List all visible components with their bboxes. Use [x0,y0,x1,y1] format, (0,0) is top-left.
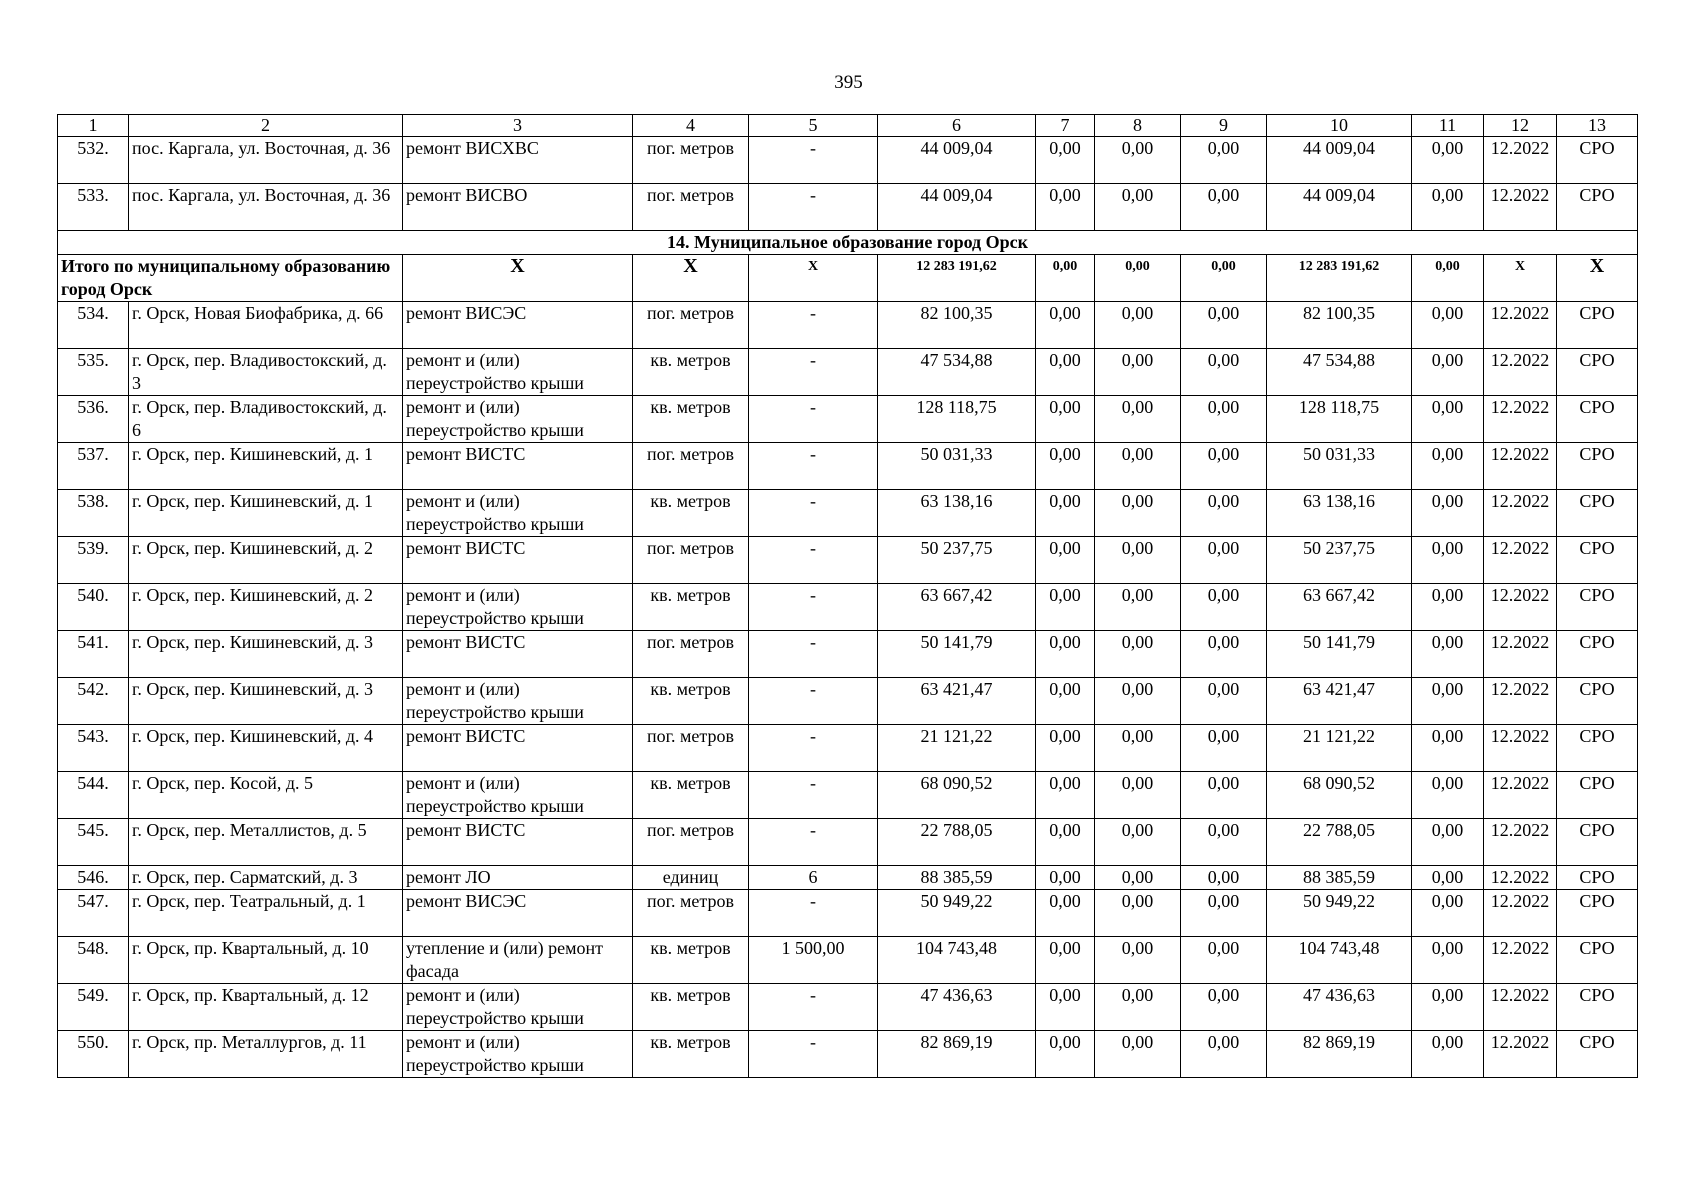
deadline-cell: 12.2022 [1484,866,1557,890]
address-cell: г. Орск, пер. Владивостокский, д. 3 [129,349,403,396]
unit-cell: пог. метров [633,137,749,184]
value-cell: 0,00 [1036,772,1095,819]
value-cell: 0,00 [1412,819,1484,866]
method-cell: СРО [1557,678,1638,725]
value-cell: 104 743,48 [1267,937,1412,984]
quantity-cell: 1 500,00 [749,937,878,984]
value-cell: 0,00 [1181,819,1267,866]
section-title-row [58,231,1638,255]
table-row [58,537,1638,584]
table-row [58,443,1638,490]
total-value: 0,00 [1095,255,1181,302]
table-row [58,302,1638,349]
value-cell: 0,00 [1036,184,1095,231]
deadline-cell: 12.2022 [1484,584,1557,631]
value-cell: 0,00 [1412,937,1484,984]
row-number: 539. [58,537,129,584]
value-cell: 0,00 [1412,349,1484,396]
address-cell: г. Орск, пер. Театральный, д. 1 [129,890,403,937]
value-cell: 0,00 [1095,631,1181,678]
work-type-cell: ремонт ВИСЭС [403,890,633,937]
value-cell: 0,00 [1412,772,1484,819]
table-row [58,678,1638,725]
quantity-cell: - [749,137,878,184]
unit-cell: кв. метров [633,396,749,443]
quantity-cell: - [749,490,878,537]
table-row [58,866,1638,890]
row-number: 534. [58,302,129,349]
cost-cell: 47 436,63 [878,984,1036,1031]
address-cell: г. Орск, пер. Кишиневский, д. 3 [129,631,403,678]
work-type-cell: ремонт и (или) переустройство крыши [403,490,633,537]
quantity-cell: - [749,443,878,490]
value-cell: 0,00 [1036,537,1095,584]
deadline-cell: 12.2022 [1484,1031,1557,1078]
work-type-cell: ремонт и (или) переустройство крыши [403,772,633,819]
value-cell: 50 949,22 [1267,890,1412,937]
value-cell: 0,00 [1036,678,1095,725]
column-number-row [58,115,1638,137]
value-cell: 0,00 [1036,584,1095,631]
row-number: 541. [58,631,129,678]
table-row [58,490,1638,537]
value-cell: 0,00 [1412,137,1484,184]
deadline-cell: 12.2022 [1484,772,1557,819]
value-cell: 0,00 [1412,984,1484,1031]
column-number: 4 [633,115,749,137]
quantity-cell: - [749,396,878,443]
column-number: 9 [1181,115,1267,137]
column-number: 2 [129,115,403,137]
cost-cell: 22 788,05 [878,819,1036,866]
value-cell: 0,00 [1095,890,1181,937]
value-cell: 0,00 [1181,866,1267,890]
work-type-cell: ремонт и (или) переустройство крыши [403,1031,633,1078]
repair-program-table [57,114,1638,1078]
method-cell: СРО [1557,349,1638,396]
cost-cell: 63 138,16 [878,490,1036,537]
unit-cell: кв. метров [633,984,749,1031]
work-type-cell: ремонт и (или) переустройство крыши [403,984,633,1031]
work-type-cell: ремонт ВИСТС [403,819,633,866]
cost-cell: 50 237,75 [878,537,1036,584]
row-number: 545. [58,819,129,866]
value-cell: 88 385,59 [1267,866,1412,890]
value-cell: 0,00 [1095,396,1181,443]
deadline-cell: 12.2022 [1484,631,1557,678]
total-value: 0,00 [1412,255,1484,302]
value-cell: 0,00 [1036,443,1095,490]
value-cell: 22 788,05 [1267,819,1412,866]
table-row [58,584,1638,631]
value-cell: 0,00 [1095,302,1181,349]
cost-cell: 50 141,79 [878,631,1036,678]
value-cell: 0,00 [1181,302,1267,349]
method-cell: СРО [1557,443,1638,490]
value-cell: 0,00 [1036,302,1095,349]
quantity-cell: - [749,772,878,819]
unit-cell: пог. метров [633,631,749,678]
row-number: 532. [58,137,129,184]
table-row [58,396,1638,443]
value-cell: 0,00 [1181,349,1267,396]
work-type-cell: ремонт ВИСВО [403,184,633,231]
value-cell: 0,00 [1036,137,1095,184]
address-cell: г. Орск, пер. Металлистов, д. 5 [129,819,403,866]
unit-cell: единиц [633,866,749,890]
deadline-cell: 12.2022 [1484,396,1557,443]
unit-cell: пог. метров [633,819,749,866]
value-cell: 0,00 [1181,184,1267,231]
total-x: X [1557,255,1638,302]
value-cell: 0,00 [1181,725,1267,772]
deadline-cell: 12.2022 [1484,678,1557,725]
value-cell: 0,00 [1095,866,1181,890]
cost-cell: 104 743,48 [878,937,1036,984]
quantity-cell: - [749,349,878,396]
row-number: 550. [58,1031,129,1078]
total-x: X [633,255,749,302]
total-row [58,255,1638,302]
address-cell: г. Орск, пер. Кишиневский, д. 3 [129,678,403,725]
address-cell: г. Орск, пер. Кишиневский, д. 1 [129,443,403,490]
value-cell: 0,00 [1412,537,1484,584]
method-cell: СРО [1557,631,1638,678]
cost-cell: 47 534,88 [878,349,1036,396]
value-cell: 50 031,33 [1267,443,1412,490]
row-number: 535. [58,349,129,396]
unit-cell: кв. метров [633,678,749,725]
method-cell: СРО [1557,725,1638,772]
unit-cell: кв. метров [633,772,749,819]
deadline-cell: 12.2022 [1484,137,1557,184]
unit-cell: пог. метров [633,184,749,231]
value-cell: 0,00 [1036,937,1095,984]
work-type-cell: ремонт ВИСТС [403,537,633,584]
quantity-cell: - [749,725,878,772]
row-number: 540. [58,584,129,631]
table-row [58,984,1638,1031]
cost-cell: 128 118,75 [878,396,1036,443]
row-number: 536. [58,396,129,443]
value-cell: 0,00 [1095,984,1181,1031]
value-cell: 0,00 [1095,184,1181,231]
value-cell: 0,00 [1412,302,1484,349]
method-cell: СРО [1557,490,1638,537]
column-number: 13 [1557,115,1638,137]
method-cell: СРО [1557,584,1638,631]
value-cell: 0,00 [1412,866,1484,890]
value-cell: 0,00 [1412,678,1484,725]
method-cell: СРО [1557,1031,1638,1078]
value-cell: 0,00 [1412,631,1484,678]
unit-cell: пог. метров [633,890,749,937]
unit-cell: пог. метров [633,443,749,490]
deadline-cell: 12.2022 [1484,184,1557,231]
value-cell: 0,00 [1181,1031,1267,1078]
value-cell: 50 141,79 [1267,631,1412,678]
row-number: 533. [58,184,129,231]
value-cell: 0,00 [1095,443,1181,490]
address-cell: г. Орск, пер. Кишиневский, д. 2 [129,584,403,631]
value-cell: 0,00 [1412,443,1484,490]
deadline-cell: 12.2022 [1484,537,1557,584]
total-x: X [1484,255,1557,302]
value-cell: 0,00 [1095,819,1181,866]
row-number: 543. [58,725,129,772]
table-row [58,772,1638,819]
column-number: 11 [1412,115,1484,137]
unit-cell: кв. метров [633,349,749,396]
table-row [58,137,1638,184]
method-cell: СРО [1557,302,1638,349]
value-cell: 0,00 [1036,490,1095,537]
total-label: Итого по муниципальному образованию город Орск [58,255,403,302]
value-cell: 0,00 [1412,584,1484,631]
section-title: 14. Муниципальное образование город Орск [58,231,1638,255]
column-number: 12 [1484,115,1557,137]
value-cell: 0,00 [1181,537,1267,584]
method-cell: СРО [1557,772,1638,819]
value-cell: 0,00 [1095,537,1181,584]
value-cell: 0,00 [1412,725,1484,772]
value-cell: 68 090,52 [1267,772,1412,819]
value-cell: 0,00 [1036,349,1095,396]
value-cell: 44 009,04 [1267,137,1412,184]
row-number: 544. [58,772,129,819]
address-cell: г. Орск, пр. Квартальный, д. 10 [129,937,403,984]
value-cell: 63 138,16 [1267,490,1412,537]
address-cell: г. Орск, пер. Сарматский, д. 3 [129,866,403,890]
address-cell: г. Орск, Новая Биофабрика, д. 66 [129,302,403,349]
method-cell: СРО [1557,396,1638,443]
value-cell: 0,00 [1036,725,1095,772]
deadline-cell: 12.2022 [1484,490,1557,537]
table-row [58,184,1638,231]
work-type-cell: утепление и (или) ремонт фасада [403,937,633,984]
address-cell: г. Орск, пр. Квартальный, д. 12 [129,984,403,1031]
value-cell: 0,00 [1181,937,1267,984]
value-cell: 0,00 [1095,1031,1181,1078]
unit-cell: кв. метров [633,584,749,631]
method-cell: СРО [1557,819,1638,866]
table-row [58,819,1638,866]
value-cell: 0,00 [1412,490,1484,537]
work-type-cell: ремонт и (или) переустройство крыши [403,396,633,443]
value-cell: 0,00 [1412,184,1484,231]
work-type-cell: ремонт и (или) переустройство крыши [403,678,633,725]
row-number: 546. [58,866,129,890]
unit-cell: кв. метров [633,490,749,537]
method-cell: СРО [1557,137,1638,184]
column-number: 7 [1036,115,1095,137]
deadline-cell: 12.2022 [1484,725,1557,772]
row-number: 538. [58,490,129,537]
value-cell: 0,00 [1095,349,1181,396]
address-cell: г. Орск, пер. Кишиневский, д. 1 [129,490,403,537]
cost-cell: 44 009,04 [878,184,1036,231]
work-type-cell: ремонт ЛО [403,866,633,890]
value-cell: 0,00 [1095,678,1181,725]
address-cell: г. Орск, пер. Кишиневский, д. 2 [129,537,403,584]
cost-cell: 50 949,22 [878,890,1036,937]
value-cell: 0,00 [1181,396,1267,443]
total-value: 0,00 [1036,255,1095,302]
deadline-cell: 12.2022 [1484,819,1557,866]
cost-cell: 82 100,35 [878,302,1036,349]
deadline-cell: 12.2022 [1484,890,1557,937]
deadline-cell: 12.2022 [1484,302,1557,349]
value-cell: 47 436,63 [1267,984,1412,1031]
column-number: 8 [1095,115,1181,137]
row-number: 542. [58,678,129,725]
work-type-cell: ремонт ВИСХВС [403,137,633,184]
method-cell: СРО [1557,937,1638,984]
unit-cell: кв. метров [633,1031,749,1078]
deadline-cell: 12.2022 [1484,349,1557,396]
total-cost: 12 283 191,62 [878,255,1036,302]
work-type-cell: ремонт ВИСТС [403,631,633,678]
row-number: 548. [58,937,129,984]
value-cell: 0,00 [1412,1031,1484,1078]
total-value: 0,00 [1181,255,1267,302]
value-cell: 50 237,75 [1267,537,1412,584]
address-cell: г. Орск, пр. Металлургов, д. 11 [129,1031,403,1078]
value-cell: 63 421,47 [1267,678,1412,725]
value-cell: 0,00 [1095,137,1181,184]
address-cell: г. Орск, пер. Кишиневский, д. 4 [129,725,403,772]
value-cell: 0,00 [1181,678,1267,725]
method-cell: СРО [1557,866,1638,890]
work-type-cell: ремонт ВИСТС [403,725,633,772]
quantity-cell: - [749,302,878,349]
value-cell: 47 534,88 [1267,349,1412,396]
quantity-cell: - [749,584,878,631]
row-number: 547. [58,890,129,937]
unit-cell: пог. метров [633,302,749,349]
method-cell: СРО [1557,184,1638,231]
value-cell: 0,00 [1181,137,1267,184]
row-number: 537. [58,443,129,490]
work-type-cell: ремонт ВИСЭС [403,302,633,349]
value-cell: 0,00 [1181,772,1267,819]
cost-cell: 82 869,19 [878,1031,1036,1078]
value-cell: 82 869,19 [1267,1031,1412,1078]
address-cell: г. Орск, пер. Косой, д. 5 [129,772,403,819]
column-number: 6 [878,115,1036,137]
value-cell: 0,00 [1036,631,1095,678]
table-row [58,631,1638,678]
work-type-cell: ремонт и (или) переустройство крыши [403,349,633,396]
value-cell: 0,00 [1181,890,1267,937]
value-cell: 21 121,22 [1267,725,1412,772]
value-cell: 82 100,35 [1267,302,1412,349]
row-number: 549. [58,984,129,1031]
method-cell: СРО [1557,984,1638,1031]
value-cell: 0,00 [1412,890,1484,937]
table-row [58,349,1638,396]
value-cell: 63 667,42 [1267,584,1412,631]
value-cell: 0,00 [1412,396,1484,443]
table-row [58,725,1638,772]
table-row [58,890,1638,937]
value-cell: 0,00 [1181,443,1267,490]
total-x: X [749,255,878,302]
value-cell: 0,00 [1181,631,1267,678]
cost-cell: 63 421,47 [878,678,1036,725]
address-cell: пос. Каргала, ул. Восточная, д. 36 [129,137,403,184]
unit-cell: пог. метров [633,725,749,772]
column-number: 10 [1267,115,1412,137]
quantity-cell: - [749,984,878,1031]
value-cell: 0,00 [1095,490,1181,537]
quantity-cell: 6 [749,866,878,890]
value-cell: 0,00 [1036,984,1095,1031]
total-x: X [403,255,633,302]
value-cell: 0,00 [1095,584,1181,631]
cost-cell: 68 090,52 [878,772,1036,819]
quantity-cell: - [749,819,878,866]
value-cell: 0,00 [1095,772,1181,819]
value-cell: 0,00 [1181,584,1267,631]
cost-cell: 21 121,22 [878,725,1036,772]
value-cell: 0,00 [1036,890,1095,937]
value-cell: 0,00 [1036,866,1095,890]
value-cell: 0,00 [1036,819,1095,866]
quantity-cell: - [749,678,878,725]
work-type-cell: ремонт и (или) переустройство крыши [403,584,633,631]
address-cell: г. Орск, пер. Владивостокский, д. 6 [129,396,403,443]
work-type-cell: ремонт ВИСТС [403,443,633,490]
column-number: 3 [403,115,633,137]
value-cell: 44 009,04 [1267,184,1412,231]
quantity-cell: - [749,890,878,937]
deadline-cell: 12.2022 [1484,937,1557,984]
value-cell: 0,00 [1036,1031,1095,1078]
deadline-cell: 12.2022 [1484,984,1557,1031]
cost-cell: 50 031,33 [878,443,1036,490]
method-cell: СРО [1557,537,1638,584]
value-cell: 128 118,75 [1267,396,1412,443]
cost-cell: 44 009,04 [878,137,1036,184]
cost-cell: 63 667,42 [878,584,1036,631]
unit-cell: пог. метров [633,537,749,584]
total-value: 12 283 191,62 [1267,255,1412,302]
quantity-cell: - [749,184,878,231]
table-row [58,937,1638,984]
address-cell: пос. Каргала, ул. Восточная, д. 36 [129,184,403,231]
cost-cell: 88 385,59 [878,866,1036,890]
unit-cell: кв. метров [633,937,749,984]
method-cell: СРО [1557,890,1638,937]
value-cell: 0,00 [1036,396,1095,443]
value-cell: 0,00 [1095,725,1181,772]
value-cell: 0,00 [1181,984,1267,1031]
value-cell: 0,00 [1095,937,1181,984]
column-number: 1 [58,115,129,137]
column-number: 5 [749,115,878,137]
deadline-cell: 12.2022 [1484,443,1557,490]
value-cell: 0,00 [1181,490,1267,537]
quantity-cell: - [749,537,878,584]
page-number: 395 [834,72,863,93]
quantity-cell: - [749,631,878,678]
table-row [58,1031,1638,1078]
quantity-cell: - [749,1031,878,1078]
